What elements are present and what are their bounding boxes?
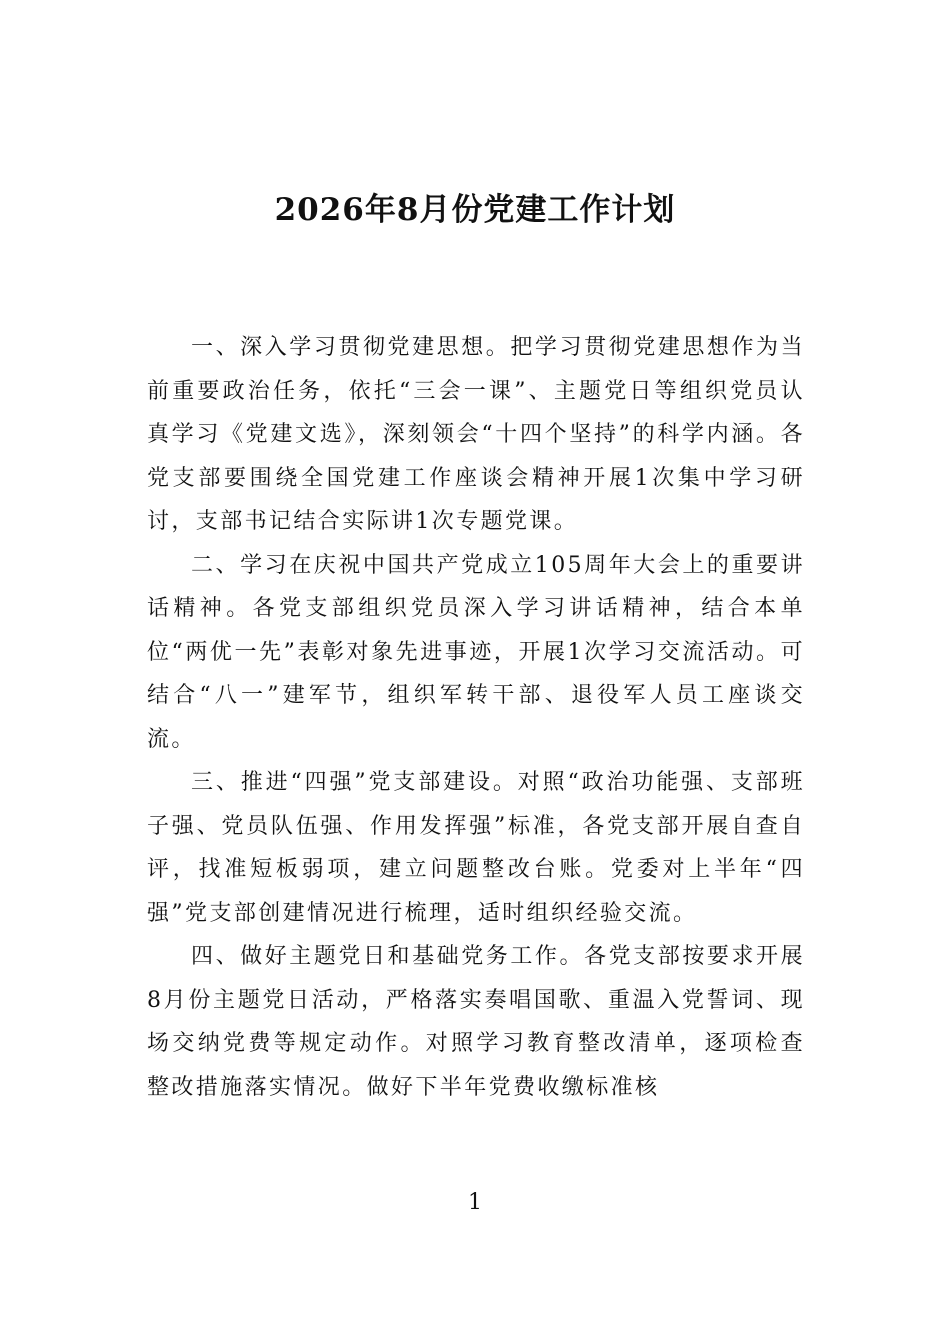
document-body — [147, 326, 805, 1109]
paragraph-text: 深入学习贯彻党建思想。把学习贯彻党建思想作为当前重要政治任务，依托“三会一课”、主题党日等组织党员认真学习《党建文选》，深刻领会“十四个坚持”的科学内涵。各党支部要围绕全国党建工作座谈会精神开展1次集中学习研讨，支部书记结合实际讲1次专题党课。 — [147, 335, 805, 534]
paragraph-heading: 三、 — [191, 770, 241, 795]
paragraph-text: 做好主题党日和基础党务工作。各党支部按要求开展8月份主题党日活动，严格落实奏唱国歌、重温入党誓词、现场交纳党费等规定动作。对照学习教育整改清单，逐项检查整改措施落实情况。做好下半年党费收缴标准核 — [147, 944, 805, 1100]
paragraph-2 — [147, 544, 805, 762]
paragraph-4 — [147, 935, 805, 1109]
document-title: 2026年8月份党建工作计划 — [274, 192, 676, 228]
paragraph-text: 推进“四强”党支部建设。对照“政治功能强、支部班子强、党员队伍强、作用发挥强”标准，各党支部开展自查自评，找准短板弱项，建立问题整改台账。党委对上半年“四强”党支部创建情况进行梳理，适时组织经验交流。 — [147, 770, 805, 926]
paragraph-heading: 四、 — [191, 944, 241, 969]
paragraph-1 — [147, 326, 805, 544]
paragraph-text: 学习在庆祝中国共产党成立105周年大会上的重要讲话精神。各党支部组织党员深入学习讲话精神，结合本单位“两优一先”表彰对象先进事迹，开展1次学习交流活动。可结合“八一”建军节，组织军转干部、退役军人员工座谈交流。 — [147, 552, 805, 752]
paragraph-heading: 二、 — [191, 552, 241, 578]
paragraph-heading: 一、 — [191, 335, 241, 360]
page-number: 1 — [468, 1190, 482, 1215]
paragraph-3 — [147, 761, 805, 935]
